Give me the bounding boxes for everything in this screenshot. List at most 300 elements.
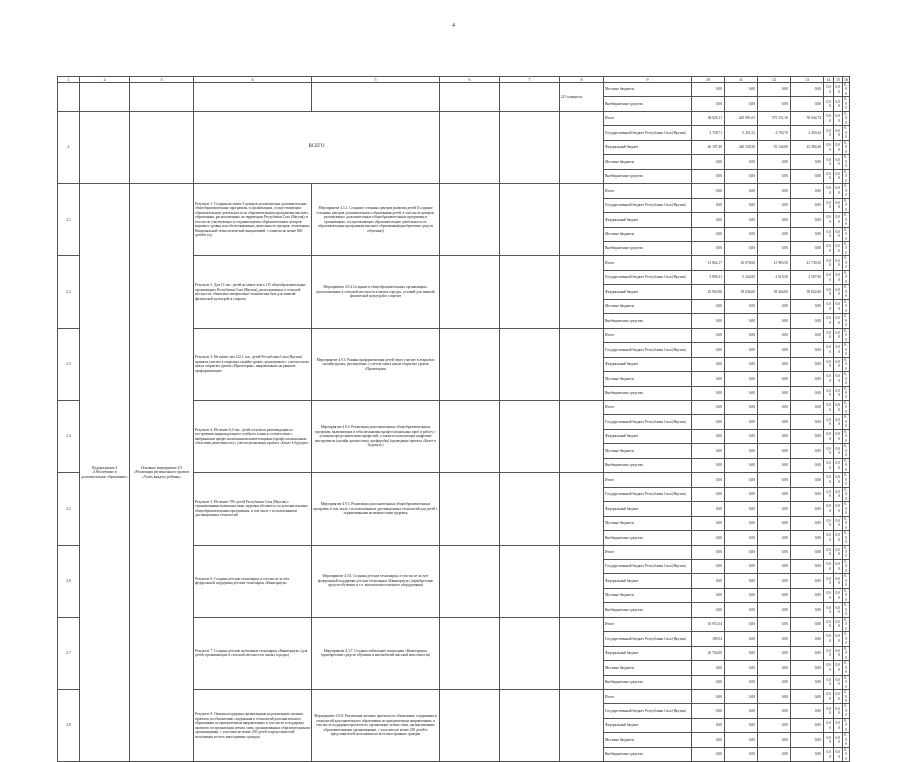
value-cell: 0,00 xyxy=(834,386,843,400)
source-label: Итого xyxy=(604,473,692,487)
value-cell: 0,00 xyxy=(843,184,850,198)
source-label: Местные бюджеты xyxy=(604,227,692,241)
source-label: Федеральный бюджет xyxy=(604,285,692,299)
value-cell: 0,00 xyxy=(692,357,725,371)
table-row xyxy=(58,111,850,125)
value-cell: 0,00 xyxy=(791,718,824,732)
value-cell: 0,00 xyxy=(824,357,834,371)
result-cell: Результат 5. Не менее 70% детей Республики Саха (Якутия) с ограниченными возможностями здоровья обучаются по дополнительным общеобразовательным программам, в том числе с использованием дистанционных технологий xyxy=(194,473,312,545)
value-cell: 0,00 xyxy=(758,83,791,97)
value-cell: 0,00 xyxy=(834,545,843,559)
value-cell: 0,00 xyxy=(791,415,824,429)
value-cell: 0,00 xyxy=(725,328,758,342)
value-cell: 0,00 xyxy=(758,429,791,443)
value-cell: 0,00 xyxy=(725,588,758,602)
value-cell: 0,00 xyxy=(834,83,843,97)
value-cell: 0,00 xyxy=(791,487,824,501)
value-cell: 0,00 xyxy=(725,690,758,704)
row-number: 2 xyxy=(58,111,80,183)
value-cell: 0,00 xyxy=(791,690,824,704)
value-cell: 0,00 xyxy=(692,328,725,342)
budget-table xyxy=(57,76,850,762)
source-label: Государственный бюджет Республики Саха (Якутия) xyxy=(604,126,692,140)
value-cell: 0,00 xyxy=(692,675,725,689)
value-cell: 0,00 xyxy=(843,545,850,559)
value-cell: 0,00 xyxy=(791,184,824,198)
value-cell: 0,00 xyxy=(758,603,791,617)
value-cell: 0,00 xyxy=(824,733,834,747)
source-label: Внебюджетные средства xyxy=(604,169,692,183)
value-cell: 0,00 xyxy=(843,516,850,530)
col-number: 9 xyxy=(604,77,692,83)
value-cell: 0,00 xyxy=(843,718,850,732)
value-cell: 0,00 xyxy=(692,690,725,704)
value-cell: 0,00 xyxy=(692,733,725,747)
value-cell: 0,00 xyxy=(692,429,725,443)
value-cell: 0,00 xyxy=(692,372,725,386)
value-cell: 0,00 xyxy=(834,198,843,212)
event-group-cell: Основное мероприятие 4.9 «Реализация регионального проекта «Успех каждого ребенка» xyxy=(130,184,194,762)
source-label: Местные бюджеты xyxy=(604,661,692,675)
value-cell: 0,00 xyxy=(791,733,824,747)
result-cell: Результат 6. Созданы детские технопарки, в том числе за счет федеральной поддержки детские технопарки «Кванториум» xyxy=(194,545,312,617)
value-cell: 0,00 xyxy=(834,617,843,631)
value-cell: 0,00 xyxy=(791,299,824,313)
source-label: Федеральный бюджет xyxy=(604,357,692,371)
source-label: Государственный бюджет Республики Саха (Якутия) xyxy=(604,198,692,212)
value-cell: 2 728,71 xyxy=(692,126,725,140)
value-cell: 0,00 xyxy=(834,473,843,487)
value-cell: 0,00 xyxy=(692,241,725,255)
source-label: Итого xyxy=(604,400,692,414)
program-cell: Подпрограмма 4 «Обеспечение и дополнительное образование» xyxy=(80,184,130,762)
row-number: 2.7 xyxy=(58,617,80,689)
value-cell: 0,00 xyxy=(824,545,834,559)
value-cell: 0,00 xyxy=(692,516,725,530)
value-cell: 39 364,00 xyxy=(758,285,791,299)
value-cell: 0,00 xyxy=(824,747,834,761)
value-cell: 0,00 xyxy=(791,372,824,386)
value-cell: 0,00 xyxy=(834,357,843,371)
source-label: Местные бюджеты xyxy=(604,588,692,602)
value-cell: 0,00 xyxy=(834,343,843,357)
value-cell: 0,00 xyxy=(843,632,850,646)
source-label: Внебюджетные средства xyxy=(604,531,692,545)
value-cell: 0,00 xyxy=(725,531,758,545)
value-cell: 0,00 xyxy=(824,487,834,501)
value-cell: 0,00 xyxy=(834,184,843,198)
value-cell: 0,00 xyxy=(834,603,843,617)
value-cell: 0,00 xyxy=(843,588,850,602)
source-label: Федеральный бюджет xyxy=(604,213,692,227)
value-cell: 0,00 xyxy=(758,617,791,631)
value-cell: 0,00 xyxy=(758,632,791,646)
value-cell: 5 431,52 xyxy=(725,126,758,140)
value-cell: 0,00 xyxy=(692,545,725,559)
empty-cell xyxy=(500,473,560,545)
value-cell: 0,00 xyxy=(791,328,824,342)
event-cell: Мероприятие 4.3.1. Создание сезонных центров развития детей (Создание сезонных центров дополнительного образования детей, в том числе центров, реализующих дополнительные общеобразовательные программы в организациях, осуществляющих образовательную деятельность по образовательным программам высшего образования(приобретение средств обучения)) xyxy=(312,184,440,256)
value-cell: 25 965,86 xyxy=(692,285,725,299)
value-cell: 0,00 xyxy=(758,213,791,227)
value-cell: 16 953,54 xyxy=(692,617,725,631)
value-cell: 0,00 xyxy=(834,155,843,169)
value-cell: 5 896,31 xyxy=(692,270,725,284)
value-cell: 0,00 xyxy=(843,400,850,414)
source-label: Федеральный бюджет xyxy=(604,502,692,516)
value-cell: 46 197,40 xyxy=(692,140,725,154)
value-cell: 0,00 xyxy=(791,400,824,414)
value-cell: 0,00 xyxy=(791,97,824,111)
value-cell: 0,00 xyxy=(791,516,824,530)
source-label: Внебюджетные средства xyxy=(604,747,692,761)
empty-cell xyxy=(500,83,560,112)
empty-cell xyxy=(560,617,604,689)
value-cell: 240 549,50 xyxy=(725,140,758,154)
event-cell: Мероприятие 4.3.6. Созданы детские технопарки, в том числе за счет федеральной поддержки детские технопарки «Кванториум» (приобретение средств обучения, в т.ч. высокотехнологичного оборудования) xyxy=(312,545,440,617)
value-cell: 0,00 xyxy=(758,444,791,458)
value-cell: 0,00 xyxy=(834,531,843,545)
empty-cell xyxy=(560,328,604,400)
value-cell: 0,00 xyxy=(824,299,834,313)
result-cell: Результат 1. Созданы не менее 3 центров, реализующих дополнительные общеобразовательные программы, в организациях, осуществляющих образовательную деятельность по образовательным программам высшего образования, расположенных на территории Республики Саха (Якутия), в том числе участвующих в создании научно-образовательных центров мирового уровня или обеспечивающих деятельность центров, отмеченных Национальной технологической инициативой, с охватом не менее 600 детей в год xyxy=(194,184,312,256)
value-cell: 245 981,02 xyxy=(725,111,758,125)
value-cell: 0,00 xyxy=(843,473,850,487)
col-number: 16 xyxy=(844,77,848,82)
value-cell: 0,00 xyxy=(758,343,791,357)
table-body xyxy=(58,77,850,762)
value-cell: 39 636,60 xyxy=(725,285,758,299)
value-cell: 0,00 xyxy=(824,184,834,198)
value-cell: 0,00 xyxy=(843,444,850,458)
value-cell: 0,00 xyxy=(843,328,850,342)
value-cell: 0,00 xyxy=(725,155,758,169)
value-cell: 0,00 xyxy=(758,357,791,371)
value-cell: 0,00 xyxy=(843,386,850,400)
value-cell: 0,00 xyxy=(758,531,791,545)
value-cell: 0,00 xyxy=(791,83,824,97)
value-cell: 0,00 xyxy=(791,429,824,443)
value-cell: 0,00 xyxy=(824,646,834,660)
value-cell: 50 044,74 xyxy=(791,111,824,125)
value-cell: 39 022,60 xyxy=(791,285,824,299)
value-cell: 0,00 xyxy=(843,415,850,429)
value-cell: 0,00 xyxy=(725,83,758,97)
value-cell: 0,00 xyxy=(725,386,758,400)
value-cell: 0,00 xyxy=(843,531,850,545)
value-cell: 0,00 xyxy=(791,588,824,602)
result-cell: Результат 4. Не менее 6,4 тыс. детей получили рекомендации по построению индивидуального учебного плана в соответствии с выбранными профессиональными компетенциями (профессиональными областями деятельности) с учетом реализации проекта «Билет в будущее» xyxy=(194,400,312,472)
page-mark: 4 xyxy=(452,23,455,29)
value-cell: 0,00 xyxy=(834,502,843,516)
value-cell: 0,00 xyxy=(824,531,834,545)
value-cell: 0,00 xyxy=(843,574,850,588)
empty-cell xyxy=(560,473,604,545)
value-cell: 0,00 xyxy=(843,429,850,443)
source-label: Внебюджетные средства xyxy=(604,386,692,400)
value-cell: 0,00 xyxy=(834,487,843,501)
value-cell: 0,00 xyxy=(843,675,850,689)
empty-cell xyxy=(440,83,500,112)
value-cell: 0,00 xyxy=(692,661,725,675)
value-cell: 0,00 xyxy=(791,386,824,400)
value-cell: 0,00 xyxy=(791,357,824,371)
value-cell: 0,00 xyxy=(725,661,758,675)
value-cell: 0,00 xyxy=(824,285,834,299)
value-cell: 0,00 xyxy=(824,111,834,125)
value-cell: 0,00 xyxy=(824,502,834,516)
value-cell: 0,00 xyxy=(791,603,824,617)
empty-cell xyxy=(440,545,500,617)
value-cell: 0,00 xyxy=(725,415,758,429)
value-cell: 0,00 xyxy=(692,487,725,501)
source-label: Местные бюджеты xyxy=(604,83,692,97)
value-cell: 31 862,17 xyxy=(692,256,725,270)
value-cell: 0,00 xyxy=(824,444,834,458)
value-cell: 0,00 xyxy=(843,661,850,675)
value-cell: 0,00 xyxy=(834,444,843,458)
event-cell: Мероприятие 4.9.4. Реализация дополнительных общеобразовательных программ, включающих в себя механизмы профессиональных проб и работу с лучшими представителями профессий, а также использующих цифровые инструменты (онлайн-диагностика, профпробы) (проведение проекта «Билет в будущее») xyxy=(312,400,440,472)
value-cell: 5 442,00 xyxy=(725,270,758,284)
value-cell: 0,00 xyxy=(834,256,843,270)
col-number: 3 xyxy=(130,77,194,83)
value-cell: 0,00 xyxy=(791,632,824,646)
value-cell: 0,00 xyxy=(791,227,824,241)
empty-cell xyxy=(560,400,604,472)
value-cell: 0,00 xyxy=(791,458,824,472)
source-label: Федеральный бюджет xyxy=(604,718,692,732)
program-cell xyxy=(80,111,130,183)
value-cell: 0,00 xyxy=(834,314,843,328)
empty-cell xyxy=(560,184,604,256)
value-cell: 0,00 xyxy=(824,83,834,97)
col-number: 8 xyxy=(560,77,604,83)
value-cell: 0,00 xyxy=(692,227,725,241)
value-cell: 0,00 xyxy=(758,227,791,241)
col-number: 13 xyxy=(791,77,824,83)
value-cell: 0,00 xyxy=(824,126,834,140)
value-cell: 0,00 xyxy=(725,314,758,328)
value-cell: 0,00 xyxy=(791,213,824,227)
empty-cell xyxy=(500,545,560,617)
value-cell: 0,00 xyxy=(834,661,843,675)
value-cell: 0,00 xyxy=(824,314,834,328)
value-cell: 0,00 xyxy=(843,155,850,169)
value-cell: 0,00 xyxy=(824,97,834,111)
source-label: Внебюджетные средства xyxy=(604,97,692,111)
value-cell: 0,00 xyxy=(843,140,850,154)
value-cell: 0,00 xyxy=(824,372,834,386)
value-cell: 0,00 xyxy=(725,372,758,386)
value-cell: 0,00 xyxy=(791,198,824,212)
value-cell: 0,00 xyxy=(725,704,758,718)
value-cell: 0,00 xyxy=(824,661,834,675)
empty-cell xyxy=(440,256,500,328)
result-cell xyxy=(194,83,312,112)
event-group-cell xyxy=(130,83,194,112)
empty-cell xyxy=(440,328,500,400)
value-cell: 0,00 xyxy=(824,559,834,573)
event-cell: Мероприятие 4.9.3. Ранняя профориентация детей через участие в открытых онлайн-уроках, реализуемых с учетом опыта цикла открытых уроков «Проектория» xyxy=(312,328,440,400)
value-cell: 0,00 xyxy=(791,675,824,689)
source-label: Местные бюджеты xyxy=(604,372,692,386)
empty-cell xyxy=(500,111,560,183)
value-cell: 0,00 xyxy=(725,241,758,255)
value-cell: 0,00 xyxy=(725,169,758,183)
value-cell: 0,00 xyxy=(692,458,725,472)
source-label: Государственный бюджет Республики Саха (Якутия) xyxy=(604,559,692,573)
value-cell: 0,00 xyxy=(824,632,834,646)
value-cell: 0,00 xyxy=(834,574,843,588)
source-label: Внебюджетные средства xyxy=(604,314,692,328)
col-number: 5 xyxy=(312,77,440,83)
value-cell: 0,00 xyxy=(824,458,834,472)
value-cell: 0,00 xyxy=(758,559,791,573)
value-cell: 0,00 xyxy=(791,661,824,675)
value-cell: 0,00 xyxy=(834,97,843,111)
value-cell: 0,00 xyxy=(692,83,725,97)
empty-cell xyxy=(440,473,500,545)
value-cell: 0,00 xyxy=(843,372,850,386)
value-cell: 0,00 xyxy=(824,473,834,487)
value-cell: 0,00 xyxy=(824,386,834,400)
value-cell: 0,00 xyxy=(725,227,758,241)
source-label: Итого xyxy=(604,545,692,559)
value-cell: 0,00 xyxy=(834,241,843,255)
value-cell: 0,00 xyxy=(791,531,824,545)
value-cell: 0,00 xyxy=(843,83,850,97)
value-cell: 575 151,10 xyxy=(758,111,791,125)
empty-cell xyxy=(500,256,560,328)
source-label: Итого xyxy=(604,111,692,125)
source-label: Государственный бюджет Республики Саха (Якутия) xyxy=(604,487,692,501)
event-cell: Мероприятие 4.9.2.Создание в общеобразовательных организациях, расположенных в сельской местности и малых городах, условий для занятий физической культурой и спортом xyxy=(312,256,440,328)
empty-cell xyxy=(440,111,500,183)
value-cell: 0,00 xyxy=(843,227,850,241)
value-cell: 0,00 xyxy=(843,97,850,111)
value-cell: 0,00 xyxy=(843,733,850,747)
col-number: 4 xyxy=(194,77,312,83)
value-cell: 0,00 xyxy=(843,704,850,718)
value-cell: 0,00 xyxy=(843,213,850,227)
value-cell: 0,00 xyxy=(824,603,834,617)
value-cell: 0,00 xyxy=(834,588,843,602)
value-cell: 0,00 xyxy=(725,632,758,646)
value-cell: 0,00 xyxy=(692,444,725,458)
result-cell: Результат 2. Для 13 тыс. детей не менее чем в 115 общеобразовательных организациях Республики Саха (Якутия), расположенных в сельской местности, обновлена материально-техническая база для занятий физической культурой и спортом xyxy=(194,256,312,328)
value-cell: 0,00 xyxy=(791,314,824,328)
value-cell: 0,00 xyxy=(692,559,725,573)
indicator-cell: 213 учащихся xyxy=(560,83,604,112)
event-cell: Мероприятие 4.3.7. Созданы мобильные технопарки «Кванториум» (приобретение средств обучения и автомобилей высокой вместимости) xyxy=(312,617,440,689)
value-cell: 0,00 xyxy=(834,328,843,342)
value-cell: 0,00 xyxy=(692,531,725,545)
value-cell: 0,00 xyxy=(758,588,791,602)
col-number: 15 xyxy=(834,77,843,83)
empty-cell xyxy=(560,256,604,328)
value-cell: 0,00 xyxy=(834,704,843,718)
value-cell: 0,00 xyxy=(791,747,824,761)
value-cell: 0,00 xyxy=(843,357,850,371)
value-cell: 0,00 xyxy=(692,588,725,602)
value-cell: 0,00 xyxy=(692,473,725,487)
value-cell: 0,00 xyxy=(843,285,850,299)
value-cell: 0,00 xyxy=(824,213,834,227)
value-cell: 189,54 xyxy=(692,632,725,646)
value-cell: 0,00 xyxy=(725,559,758,573)
value-cell: 0,00 xyxy=(758,487,791,501)
value-cell: 0,00 xyxy=(834,675,843,689)
value-cell: 0,00 xyxy=(834,126,843,140)
value-cell: 0,00 xyxy=(758,415,791,429)
value-cell: 2 507,90 xyxy=(791,270,824,284)
value-cell: 0,00 xyxy=(725,487,758,501)
source-label: Итого xyxy=(604,256,692,270)
empty-cell xyxy=(500,400,560,472)
value-cell: 0,00 xyxy=(843,126,850,140)
empty-cell xyxy=(440,617,500,689)
value-cell: 0,00 xyxy=(758,574,791,588)
value-cell: 0,00 xyxy=(758,97,791,111)
value-cell: 0,00 xyxy=(834,646,843,660)
empty-cell xyxy=(560,690,604,762)
empty-cell xyxy=(440,184,500,256)
value-cell: 0,00 xyxy=(725,545,758,559)
empty-cell xyxy=(560,545,604,617)
value-cell: 0,00 xyxy=(834,516,843,530)
value-cell: 0,00 xyxy=(834,285,843,299)
value-cell: 0,00 xyxy=(758,733,791,747)
source-label: Итого xyxy=(604,328,692,342)
row-number xyxy=(58,83,80,112)
value-cell: 0,00 xyxy=(758,675,791,689)
value-cell: 0,00 xyxy=(725,213,758,227)
value-cell: 0,00 xyxy=(824,227,834,241)
value-cell: 45 078,60 xyxy=(725,256,758,270)
source-label: Местные бюджеты xyxy=(604,733,692,747)
row-number: 2.2 xyxy=(58,256,80,328)
source-label: Итого xyxy=(604,690,692,704)
event-cell: Мероприятие 4.9.5. Реализация дополнительных общеобразовательных программ, в том числе с использованием дистанционных технологий для детей с ограниченными возможностями здоровья xyxy=(312,473,440,545)
empty-cell xyxy=(500,690,560,762)
value-cell: 0,00 xyxy=(834,733,843,747)
col-number: 2 xyxy=(80,77,130,83)
value-cell: 0,00 xyxy=(725,299,758,313)
value-cell: 2 450,44 xyxy=(791,126,824,140)
value-cell: 0,00 xyxy=(725,718,758,732)
source-label: Итого xyxy=(604,617,692,631)
source-label: Государственный бюджет Республики Саха (Якутия) xyxy=(604,632,692,646)
source-label: Итого xyxy=(604,184,692,198)
value-cell: 0,00 xyxy=(824,169,834,183)
value-cell: 0,00 xyxy=(824,574,834,588)
value-cell: 0,00 xyxy=(725,675,758,689)
empty-cell xyxy=(500,184,560,256)
value-cell: 0,00 xyxy=(758,502,791,516)
source-label: Государственный бюджет Республики Саха (Якутия) xyxy=(604,343,692,357)
program-cell xyxy=(80,83,130,112)
value-cell: 0,00 xyxy=(843,270,850,284)
value-cell: 0,00 xyxy=(824,588,834,602)
value-cell: 0,00 xyxy=(791,502,824,516)
value-cell: 0,00 xyxy=(824,718,834,732)
value-cell: 43 384,40 xyxy=(791,140,824,154)
col-number: 12 xyxy=(758,77,791,83)
source-label: Государственный бюджет Республики Саха (Якутия) xyxy=(604,270,692,284)
col-number: 14 xyxy=(824,77,834,83)
value-cell: 0,00 xyxy=(725,198,758,212)
value-cell: 0,00 xyxy=(834,227,843,241)
